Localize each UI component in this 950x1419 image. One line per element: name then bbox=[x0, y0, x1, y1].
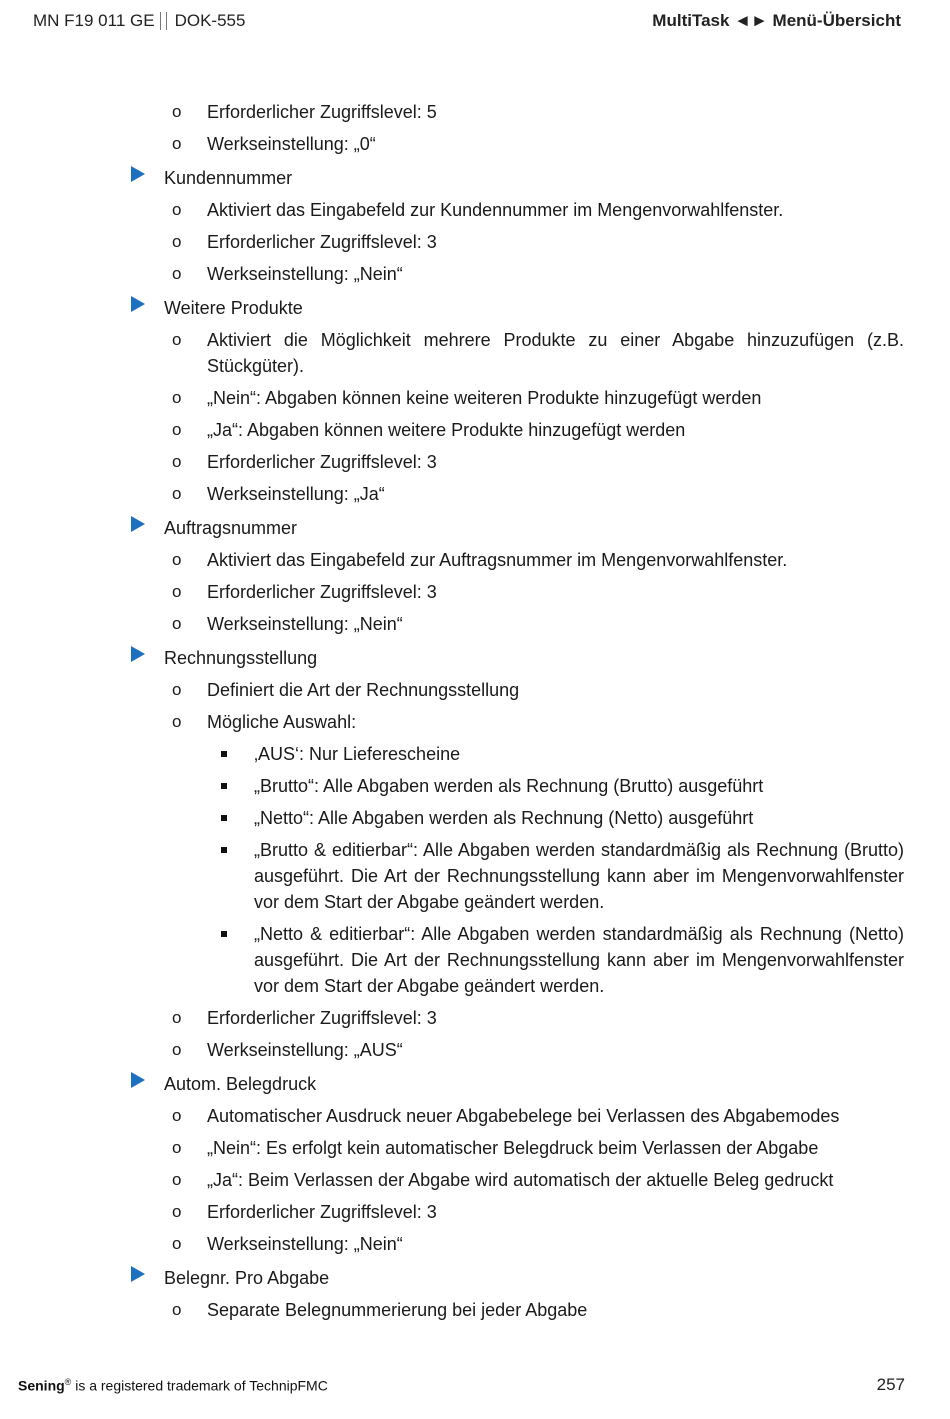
item-text: Werkseinstellung: „Nein“ bbox=[207, 264, 403, 284]
brand-name: Sening bbox=[18, 1377, 65, 1394]
item-text: Erforderlicher Zugriffslevel: 3 bbox=[207, 1202, 437, 1222]
list-item bbox=[0, 611, 950, 637]
square-bullet-icon bbox=[221, 815, 227, 821]
circle-bullet-icon: o bbox=[172, 264, 182, 283]
sub-list-item bbox=[0, 837, 950, 915]
sub-list-item bbox=[0, 805, 950, 831]
list-item bbox=[0, 327, 950, 379]
item-text: Auftragsnummer bbox=[164, 518, 298, 538]
item-text: Erforderlicher Zugriffslevel: 3 bbox=[207, 452, 437, 472]
list-item bbox=[0, 385, 950, 411]
item-text: Mögliche Auswahl: bbox=[207, 712, 357, 732]
item-text: „Nein“: Es erfolgt kein automatischer Belegdruck beim Verlassen der Abgabe bbox=[207, 1138, 819, 1158]
triangle-bullet-icon bbox=[131, 296, 145, 312]
section-heading bbox=[0, 165, 950, 191]
item-text: Erforderlicher Zugriffslevel: 3 bbox=[207, 232, 437, 252]
circle-bullet-icon: o bbox=[172, 1234, 182, 1253]
circle-bullet-icon: o bbox=[172, 484, 182, 503]
item-text: Belegnr. Pro Abgabe bbox=[164, 1268, 330, 1288]
item-text: „Brutto“: Alle Abgaben werden als Rechnung (Brutto) ausgeführt bbox=[254, 776, 764, 796]
list-item bbox=[0, 579, 950, 605]
item-text: Werkseinstellung: „0“ bbox=[207, 134, 376, 154]
list-item bbox=[0, 1135, 950, 1161]
trademark-text: is a registered trademark of TechnipFMC bbox=[71, 1377, 328, 1394]
item-text: Autom. Belegdruck bbox=[164, 1074, 317, 1094]
item-text: „Netto & editierbar“: Alle Abgaben werden standardmäßig als Rechnung (Netto) ausgeführt. Die Art der Rechnungsstellung kann aber im Mengenvorwahlfenster vor dem Start der Abgabe geändert werden. bbox=[254, 924, 904, 996]
circle-bullet-icon: o bbox=[172, 1300, 182, 1319]
list-item bbox=[0, 1103, 950, 1129]
list-item bbox=[0, 1231, 950, 1257]
list-item bbox=[0, 709, 950, 735]
circle-bullet-icon: o bbox=[172, 614, 182, 633]
list-item bbox=[0, 677, 950, 703]
list-item bbox=[0, 99, 950, 125]
circle-bullet-icon: o bbox=[172, 452, 182, 471]
item-text: Werkseinstellung: „AUS“ bbox=[207, 1040, 403, 1060]
list-item bbox=[0, 481, 950, 507]
item-text: „Nein“: Abgaben können keine weiteren Produkte hinzugefügt werden bbox=[207, 388, 762, 408]
circle-bullet-icon: o bbox=[172, 680, 182, 699]
list-item bbox=[0, 197, 950, 223]
triangle-bullet-icon bbox=[131, 516, 145, 532]
list-item bbox=[0, 449, 950, 475]
square-bullet-icon bbox=[221, 847, 227, 853]
list-item bbox=[0, 1167, 950, 1193]
item-text: Definiert die Art der Rechnungsstellung bbox=[207, 680, 520, 700]
triangle-bullet-icon bbox=[131, 1072, 145, 1088]
section-heading bbox=[0, 645, 950, 671]
list-item bbox=[0, 1005, 950, 1031]
section-heading bbox=[0, 1071, 950, 1097]
item-text: Aktiviert die Möglichkeit mehrere Produkte zu einer Abgabe hinzuzufügen (z.B. Stückgüter). bbox=[207, 330, 904, 376]
item-text: „Ja“: Beim Verlassen der Abgabe wird automatisch der aktuelle Beleg gedruckt bbox=[207, 1170, 834, 1190]
list-item bbox=[0, 1297, 950, 1323]
item-text: Werkseinstellung: „Ja“ bbox=[207, 484, 385, 504]
circle-bullet-icon: o bbox=[172, 550, 182, 569]
list-item bbox=[0, 229, 950, 255]
item-text: Werkseinstellung: „Nein“ bbox=[207, 614, 403, 634]
item-text: Erforderlicher Zugriffslevel: 5 bbox=[207, 102, 437, 122]
item-text: Werkseinstellung: „Nein“ bbox=[207, 1234, 403, 1254]
document-id bbox=[33, 11, 245, 31]
circle-bullet-icon: o bbox=[172, 420, 182, 439]
circle-bullet-icon: o bbox=[172, 102, 182, 121]
section-heading bbox=[0, 515, 950, 541]
list-item bbox=[0, 261, 950, 287]
registered-mark: ® bbox=[64, 1377, 72, 1387]
list-item bbox=[0, 1199, 950, 1225]
section-heading bbox=[0, 1265, 950, 1291]
circle-bullet-icon: o bbox=[172, 1008, 182, 1027]
square-bullet-icon bbox=[221, 751, 227, 757]
square-bullet-icon bbox=[221, 931, 227, 937]
circle-bullet-icon: o bbox=[172, 582, 182, 601]
sub-list-item bbox=[0, 921, 950, 999]
list-item bbox=[0, 131, 950, 157]
item-text: Automatischer Ausdruck neuer Abgabebelege bei Verlassen des Abgabemodes bbox=[207, 1106, 840, 1126]
circle-bullet-icon: o bbox=[172, 200, 182, 219]
section-heading bbox=[0, 295, 950, 321]
item-text: Weitere Produkte bbox=[164, 298, 303, 318]
circle-bullet-icon: o bbox=[172, 1106, 182, 1125]
circle-bullet-icon: o bbox=[172, 1138, 182, 1157]
trademark-notice bbox=[18, 1377, 328, 1394]
circle-bullet-icon: o bbox=[172, 1040, 182, 1059]
circle-bullet-icon: o bbox=[172, 232, 182, 251]
item-text: Separate Belegnummerierung bei jeder Abgabe bbox=[207, 1300, 588, 1320]
triangle-bullet-icon bbox=[131, 1266, 145, 1282]
square-bullet-icon bbox=[221, 783, 227, 789]
list-item bbox=[0, 417, 950, 443]
header-separator bbox=[160, 12, 167, 30]
sub-list-item bbox=[0, 741, 950, 767]
item-text: ‚AUS‘: Nur Lieferescheine bbox=[254, 744, 461, 764]
sub-list-item bbox=[0, 773, 950, 799]
document-body bbox=[0, 99, 950, 1329]
list-item bbox=[0, 1037, 950, 1063]
item-text: Erforderlicher Zugriffslevel: 3 bbox=[207, 582, 437, 602]
item-text: Rechnungsstellung bbox=[164, 648, 318, 668]
page-number: 257 bbox=[876, 1375, 905, 1394]
item-text: Aktiviert das Eingabefeld zur Auftragsnummer im Mengenvorwahlfenster. bbox=[207, 550, 788, 570]
triangle-bullet-icon bbox=[131, 166, 145, 182]
item-text: Erforderlicher Zugriffslevel: 3 bbox=[207, 1008, 437, 1028]
circle-bullet-icon: o bbox=[172, 330, 182, 349]
document-number: MN F19 011 GE bbox=[33, 11, 155, 30]
item-text: Aktiviert das Eingabefeld zur Kundennummer im Mengenvorwahlfenster. bbox=[207, 200, 784, 220]
item-text: Kundennummer bbox=[164, 168, 293, 188]
circle-bullet-icon: o bbox=[172, 1202, 182, 1221]
list-item bbox=[0, 547, 950, 573]
circle-bullet-icon: o bbox=[172, 134, 182, 153]
circle-bullet-icon: o bbox=[172, 388, 182, 407]
item-text: „Netto“: Alle Abgaben werden als Rechnung (Netto) ausgeführt bbox=[254, 808, 754, 828]
circle-bullet-icon: o bbox=[172, 712, 182, 731]
item-text: „Brutto & editierbar“: Alle Abgaben werden standardmäßig als Rechnung (Brutto) ausgeführt. Die Art der Rechnungsstellung kann aber im Mengenvorwahlfenster vor dem Start der Abgabe geändert werden. bbox=[254, 840, 904, 912]
triangle-bullet-icon bbox=[131, 646, 145, 662]
item-text: „Ja“: Abgaben können weitere Produkte hinzugefügt werden bbox=[207, 420, 686, 440]
document-code: DOK-555 bbox=[174, 11, 246, 30]
section-title: MultiTask ◄► Menü-Übersicht bbox=[652, 11, 901, 30]
circle-bullet-icon: o bbox=[172, 1170, 182, 1189]
